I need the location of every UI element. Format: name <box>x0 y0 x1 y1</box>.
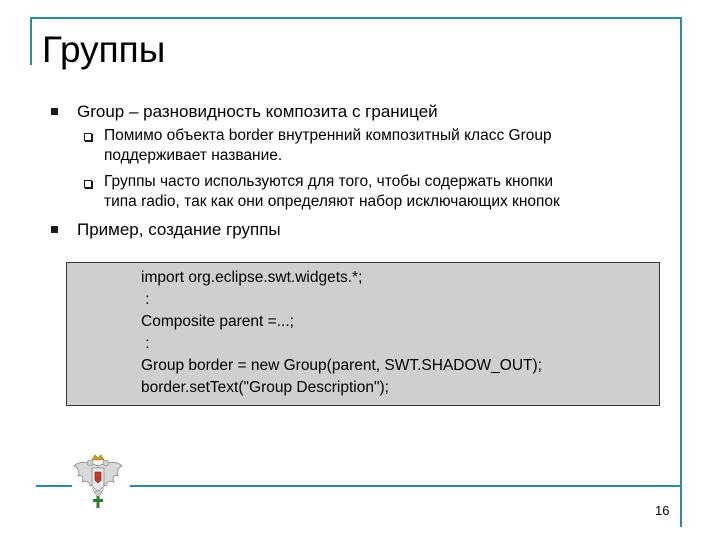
sub-bullet-square-icon <box>84 180 92 188</box>
double-headed-eagle-icon <box>68 452 128 508</box>
bottom-rule-left <box>36 485 72 487</box>
code-line: Composite parent =...; <box>141 313 294 330</box>
left-frame-line <box>30 17 32 65</box>
bullet-square-icon <box>51 108 58 115</box>
code-line: border.setText("Group Description"); <box>141 379 389 396</box>
sub-bullet-line: Группы часто используются для того, чтобы содержать кнопки <box>104 173 554 190</box>
bullet-text: Пример, создание группы <box>77 220 281 239</box>
sub-bullet-text <box>104 126 684 166</box>
code-line: Group border = new Group(parent, SWT.SHADOW_OUT); <box>141 357 542 374</box>
right-frame-line <box>680 17 682 527</box>
slide-title: Группы <box>42 29 166 70</box>
sub-bullet-text <box>104 172 684 212</box>
page-number: 16 <box>655 503 670 518</box>
sub-bullet-square-icon <box>84 133 92 141</box>
bottom-rule-right <box>130 485 682 487</box>
sub-bullet-line: типа radio, так как они определяют набор исключающих кнопок <box>104 193 560 210</box>
sub-bullet-line: поддерживает название. <box>104 147 283 164</box>
sub-bullet-line: Помимо объекта border внутренний композитный класс Group <box>104 127 552 144</box>
code-block <box>66 262 660 406</box>
bullet-text: Group – разновидность композита с границей <box>77 102 438 121</box>
code-line: import org.eclipse.swt.widgets.*; <box>141 269 363 286</box>
bullet-square-icon <box>51 226 58 233</box>
code-line: : <box>141 335 150 352</box>
code-line: : <box>141 291 150 308</box>
top-frame-line <box>30 17 682 19</box>
